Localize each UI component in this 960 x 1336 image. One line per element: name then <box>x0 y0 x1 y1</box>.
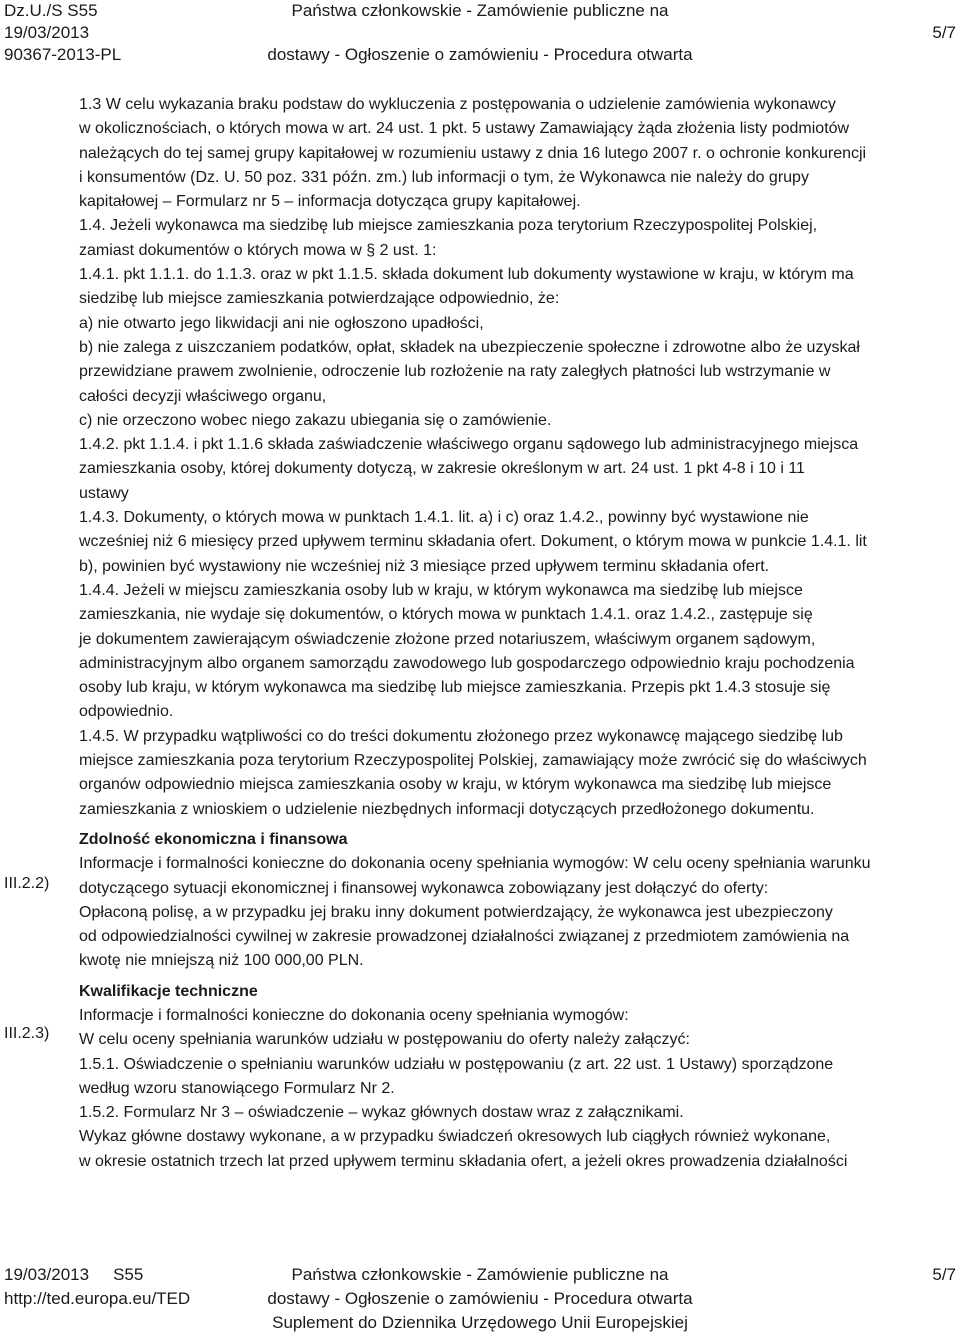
section-label-iii-2-2: III.2.2) <box>4 875 50 892</box>
text-line: wcześniej niż 6 miesięcy przed upływem terminu składania ofert. Dokument, o którym mowa w punkcie 1.4.1. lit <box>79 533 867 551</box>
text-line: a) nie otwarto jego likwidacji ani nie ogłoszono upadłości, <box>79 314 484 332</box>
header-title-line-1: Państwa członkowskie - Zamówienie publiczne na <box>291 1 669 20</box>
text-line: 1.4.2. pkt 1.1.4. i pkt 1.1.6 składa zaświadczenie właściwego organu sądowego lub administracyjnego miejsca <box>79 436 859 454</box>
text-line: Wykaz główne dostawy wykonane, a w przypadku świadczeń okresowych lub ciągłych również wykonane, <box>79 1128 831 1146</box>
footer-title-line-1: Państwa członkowskie - Zamówienie publiczne na <box>291 1265 669 1284</box>
header-page-number: 5/7 <box>932 23 956 42</box>
section-heading: Kwalifikacje techniczne <box>79 982 258 1000</box>
text-line: dotyczącego sytuacji ekonomicznej i finansowej wykonawca zobowiązany jest dołączyć do oferty: <box>79 879 769 897</box>
text-line: Informacje i formalności konieczne do dokonania oceny spełniania wymogów: <box>79 1006 629 1024</box>
text-line: od odpowiedzialności cywilnej w zakresie prowadzonej działalności związanej z przedmiotem zamówienia na <box>79 928 850 946</box>
text-line: 1.5.1. Oświadczenie o spełnianiu warunków udziału w postępowaniu (z art. 22 ust. 1 Ustawy) sporządzone <box>79 1055 834 1073</box>
header-date: 19/03/2013 <box>4 23 90 42</box>
text-line: i konsumentów (Dz. U. 50 poz. 331 późn. zm.) lub informacji o tym, że Wykonawca nie należy do grupy <box>79 168 809 186</box>
page-header <box>0 0 960 72</box>
text-line: zamieszkania, nie wydaje się dokumentów, o których mowa w punktach 1.4.1. oraz 1.4.2., zastępuje się <box>79 606 813 624</box>
text-line: je dokumentem zawierającym oświadczenie złożone przed notariuszem, właściwym organem sądowym, <box>79 630 816 648</box>
text-line: według wzoru stanowiącego Formularz Nr 2. <box>79 1079 395 1097</box>
header-notice-id: 90367-2013-PL <box>4 45 122 64</box>
footer-supplement: Suplement do Dziennika Urzędowego Unii Europejskiej <box>272 1313 688 1332</box>
text-line: 1.3 W celu wykazania braku podstaw do wykluczenia z postępowania o udzielenie zamówienia wykonawcy <box>79 96 836 113</box>
footer-center <box>0 1264 960 1336</box>
text-line: w okresie ostatnich trzech lat przed upływem terminu składania ofert, a jeżeli okres prowadzenia działalności <box>79 1152 848 1170</box>
section-economic-capacity <box>79 828 955 974</box>
paragraph-exclusion-documents <box>79 93 955 822</box>
text-line: 1.5.2. Formularz Nr 3 – oświadczenie – wykaz głównych dostaw wraz z załącznikami. <box>79 1104 684 1122</box>
header-center <box>0 0 960 66</box>
text-line: odpowiednio. <box>79 703 174 721</box>
text-line: administracyjnym albo organem samorządu zawodowego lub gospodarczego odpowiednio kraju pochodzenia <box>79 654 855 672</box>
text-line: przewidziane prawem zwolnienie, odroczenie lub rozłożenie na raty zaległych płatności lub wstrzymanie w <box>79 363 831 381</box>
text-line: należących do tej samej grupy kapitałowej w rozumieniu ustawy z dnia 16 lutego 2007 r. o ochronie konkurencji <box>79 144 867 162</box>
text-line: kwotę nie mniejszą niż 100 000,00 PLN. <box>79 952 364 970</box>
header-journal-ref: Dz.U./S S55 <box>4 1 98 20</box>
text-line: 1.4.5. W przypadku wątpliwości co do treści dokumentu złożonego przez wykonawcę mającego siedzibę lub <box>79 727 843 745</box>
text-line: c) nie orzeczono wobec niego zakazu ubiegania się o zamówienie. <box>79 411 552 429</box>
footer-page-number: 5/7 <box>932 1265 956 1284</box>
text-line: organów odpowiednio miejsca zamieszkania osoby w kraju, w którym wykonawca ma siedzibę lub miejsce <box>79 776 832 794</box>
text-line: osoby lub kraju, w którym wykonawca ma siedzibę lub miejsce zamieszkania. Przepis pkt 1.4.3 stosuje się <box>79 679 831 697</box>
footer-date: 19/03/2013 <box>4 1265 90 1284</box>
text-line: siedzibę lub miejsce zamieszkania potwierdzające odpowiednio, że: <box>79 290 560 308</box>
text-line: w okolicznościach, o których mowa w art. 24 ust. 1 pkt. 5 ustawy Zamawiający żąda złożenia listy podmiotów <box>79 120 850 138</box>
text-line: Informacje i formalności konieczne do dokonania oceny spełniania wymogów: W celu oceny spełniania warunku <box>79 855 871 873</box>
footer-title-line-2: dostawy - Ogłoszenie o zamówieniu - Procedura otwarta <box>267 1289 693 1308</box>
text-line: b), powinien być wystawiony nie wcześniej niż 3 miesiące przed upływem terminu składania ofert. <box>79 557 770 575</box>
text-line: całości decyzji właściwego organu, <box>79 387 327 405</box>
text-line: Opłaconą polisę, a w przypadku jej braku inny dokument potwierdzający, że wykonawca jest ubezpieczony <box>79 903 833 921</box>
footer-series: S55 <box>113 1265 144 1284</box>
header-title-line-2: dostawy - Ogłoszenie o zamówieniu - Procedura otwarta <box>267 45 693 64</box>
document-body <box>79 93 955 1174</box>
text-line: 1.4.3. Dokumenty, o których mowa w punktach 1.4.1. lit. a) i c) oraz 1.4.2., powinny być wystawione nie <box>79 509 809 527</box>
text-line: kapitałowej – Formularz nr 5 – informacja dotycząca grupy kapitałowej. <box>79 193 581 211</box>
text-line: miejsce zamieszkania poza terytorium Rzeczypospolitej Polskiej, zamawiający może zwrócić się do właściwych <box>79 752 867 770</box>
text-line: b) nie zalega z uiszczaniem podatków, opłat, składek na ubezpieczenie społeczne i zdrowotne albo że uzyskał <box>79 338 860 356</box>
text-line: 1.4.4. Jeżeli w miejscu zamieszkania osoby lub w kraju, w którym wykonawca ma siedzibę lub miejsce <box>79 581 803 599</box>
text-line: 1.4. Jeżeli wykonawca ma siedzibę lub miejsce zamieszkania poza terytorium Rzeczypospolitej Polskiej, <box>79 217 818 235</box>
text-line: 1.4.1. pkt 1.1.1. do 1.1.3. oraz w pkt 1.1.5. składa dokument lub dokumenty wystawione w kraju, w którym ma <box>79 266 854 284</box>
section-heading: Zdolność ekonomiczna i finansowa <box>79 830 348 848</box>
section-label-iii-2-3: III.2.3) <box>4 1025 50 1042</box>
text-line: ustawy <box>79 484 129 502</box>
text-line: zamieszkania z wnioskiem o udzielenie niezbędnych informacji dotyczących przedłożonego dokumentu. <box>79 800 815 818</box>
section-technical-capacity <box>79 980 955 1174</box>
footer-url: http://ted.europa.eu/TED <box>4 1289 191 1308</box>
text-line: W celu oceny spełniania warunków udziału w postępowaniu do oferty należy załączyć: <box>79 1031 690 1049</box>
text-line: zamiast dokumentów o których mowa w § 2 ust. 1: <box>79 241 437 259</box>
text-line: zamieszkania osoby, której dokumenty dotyczą, w zakresie określonym w art. 24 ust. 1 pkt 4-8 i 10 i 11 <box>79 460 805 478</box>
